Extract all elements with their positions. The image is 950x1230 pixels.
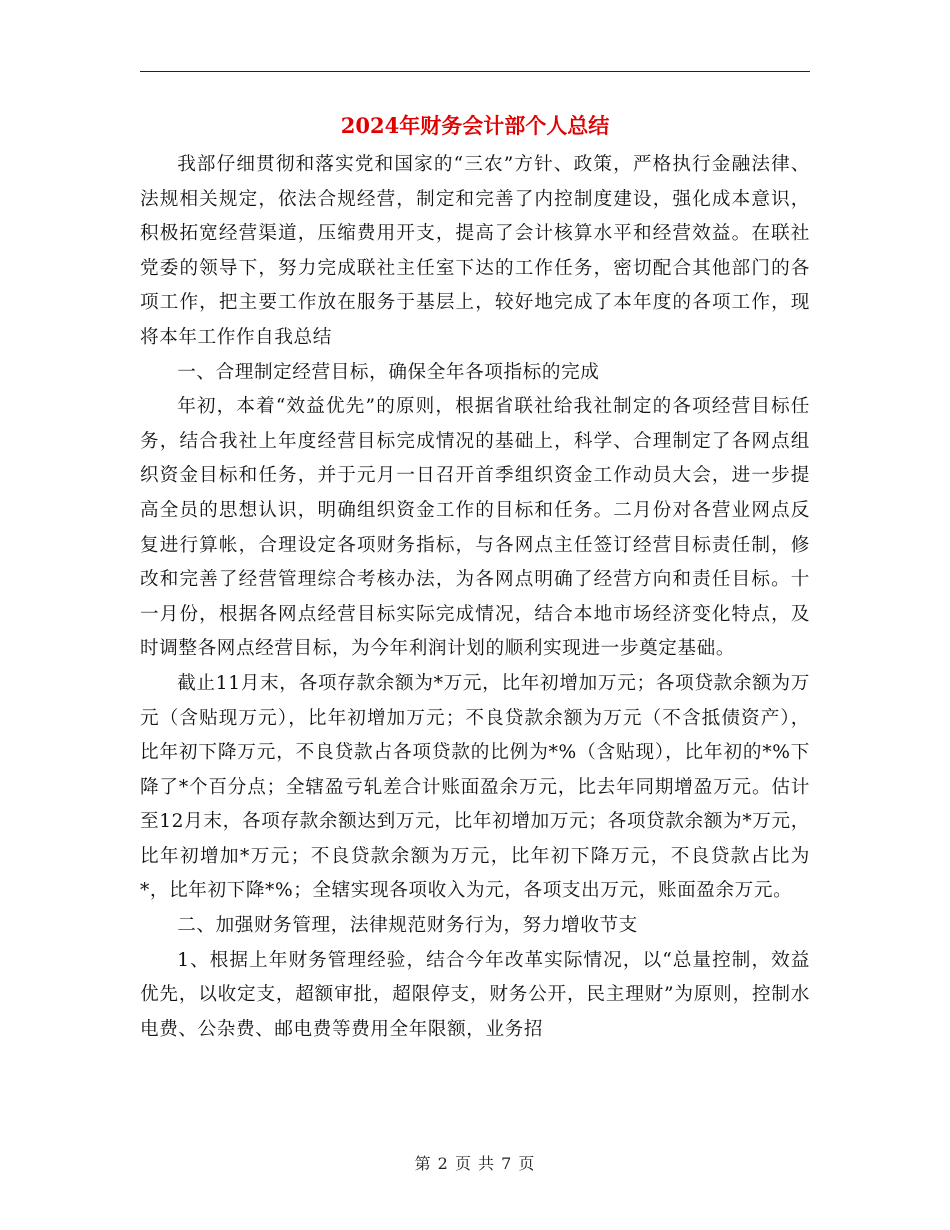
document-title: 2024年财务会计部个人总结 bbox=[340, 113, 610, 138]
section-heading-1: 一、合理制定经营目标，确保全年各项指标的完成 bbox=[177, 361, 600, 383]
paragraph-intro: 我部仔细贯彻和落实党和国家的“三农”方针、政策，严格执行金融法律、法规相关规定，依法合规经营，制定和完善了内控制度建设，强化成本意识，积极拓宽经营渠道，压缩费用开支，提高了会计核算水平和经营效益。在联社党委的领导下，努力完成联社主任室下达的工作任务，密切配合其他部门的各项工作，把主要工作放在服务于基层上，较好地完成了本年度的各项工作，现将本年工作作自我总结 bbox=[140, 154, 810, 348]
total-pages-number: 7 bbox=[501, 1154, 513, 1173]
document-body bbox=[140, 148, 810, 1047]
current-page-number: 2 bbox=[437, 1154, 449, 1173]
page-label-suffix: 页 bbox=[518, 1154, 536, 1173]
paragraph-targets: 年初，本着“效益优先”的原则，根据省联社给我社制定的各项经营目标任务，结合我社上年度经营目标完成情况的基础上，科学、合理制定了各网点组织资金目标和任务，并于元月一日召开首季组织资金工作动员大会，进一步提高全员的思想认识，明确组织资金工作的目标和任务。二月份对各营业网点反复进行算帐，合理设定各项财务指标，与各网点主任签订经营目标责任制，修改和完善了经营管理综合考核办法，为各网点明确了经营方向和责任目标。十一月份，根据各网点经营目标实际完成情况，结合本地市场经济变化特点，及时调整各网点经营目标，为今年利润计划的顺利实现进一步奠定基础。 bbox=[140, 396, 810, 660]
paragraph-finance-1: 1、根据上年财务管理经验，结合今年改革实际情况，以“总量控制，效益优先，以收定支，超额审批，超限停支，财务公开，民主理财”为原则，控制水电费、公杂费、邮电费等费用全年限额，业务招 bbox=[140, 949, 810, 1040]
page-label-prefix: 第 bbox=[414, 1154, 432, 1173]
page-footer bbox=[140, 1152, 810, 1176]
paragraph-figures: 截止11月末，各项存款余额为*万元，比年初增加万元；各项贷款余额为万元（含贴现万元），比年初增加万元；不良贷款余额为万元（不含抵债资产），比年初下降万元，不良贷款占各项贷款的比例为*%（含贴现），比年初的*%下降了*个百分点；全辖盈亏轧差合计账面盈余万元，比去年同期增盈万元。估计至12月末，各项存款余额达到万元，比年初增加万元；各项贷款余额为*万元，比年初增加*万元；不良贷款余额为万元，比年初下降万元，不良贷款占比为*，比年初下降*%；全辖实现各项收入为元，各项支出万元，账面盈余万元。 bbox=[140, 672, 810, 902]
section-heading-2: 二、加强财务管理，法律规范财务行为，努力增收节支 bbox=[177, 915, 638, 937]
page-label-mid: 页 共 bbox=[454, 1154, 496, 1173]
header-rule bbox=[140, 71, 810, 72]
